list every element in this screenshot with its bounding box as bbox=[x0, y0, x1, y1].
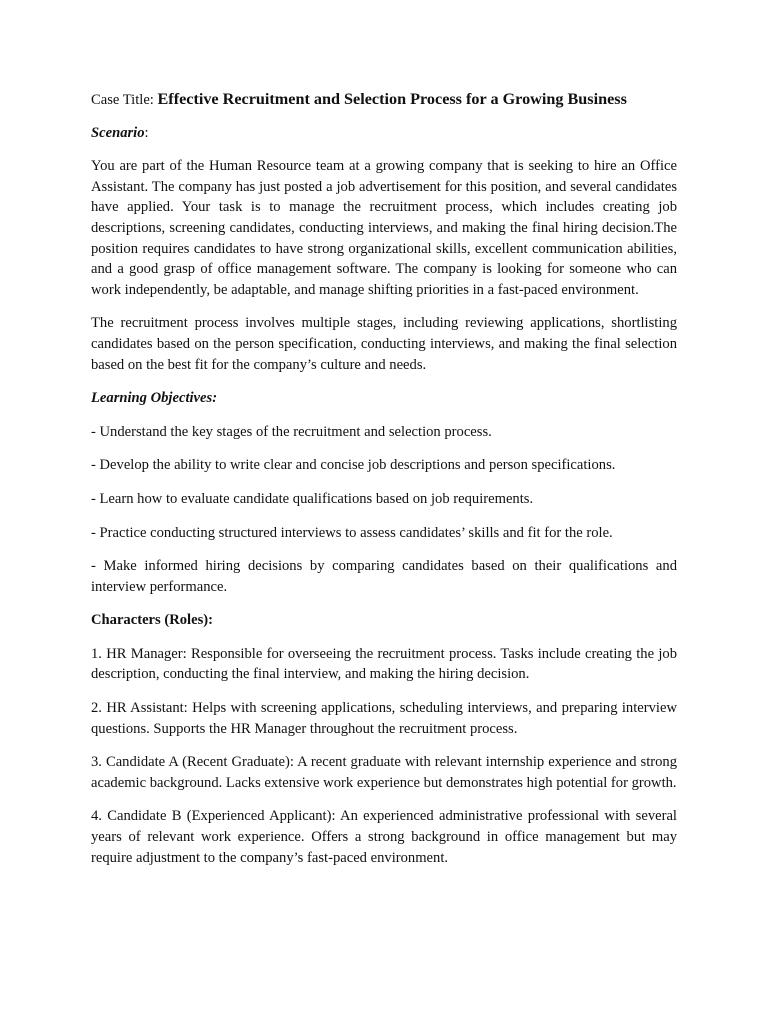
character-item-4: 4. Candidate B (Experienced Applicant): An experienced administrative professional with several years of relevant work experience. Offers a strong background in office management but may require adjustment to the company’s fast-paced environment. bbox=[91, 808, 677, 866]
objective-item-1: - Understand the key stages of the recruitment and selection process. bbox=[91, 423, 492, 440]
case-title-prefix: Case Title: bbox=[91, 92, 158, 108]
document-page bbox=[91, 89, 677, 881]
objective-item-5: - Make informed hiring decisions by comparing candidates based on their qualifications and interview performance. bbox=[91, 558, 677, 595]
scenario-heading bbox=[91, 123, 677, 144]
objective-item-3: - Learn how to evaluate candidate qualifications based on job requirements. bbox=[91, 490, 534, 507]
case-title-text: Effective Recruitment and Selection Process for a Growing Business bbox=[157, 90, 627, 108]
case-title bbox=[91, 89, 677, 111]
scenario-paragraph-2: The recruitment process involves multiple stages, including reviewing applications, shortlisting candidates based on the person specification, conducting interviews, and making the final selection based on the best fit for the company’s culture and needs. bbox=[91, 315, 677, 373]
scenario-paragraph-1: You are part of the Human Resource team at a growing company that is seeking to hire an Office Assistant. The company has just posted a job advertisement for this position, and several candidates have applied. Your task is to manage the recruitment process, which includes creating job descriptions, screening candidates, conducting interviews, and making the final hiring decision.The position requires candidates to have strong organizational skills, excellent communication abilities, and a good grasp of office management software. The company is looking for someone who can work independently, be adaptable, and manage shifting priorities in a fast-paced environment. bbox=[91, 158, 677, 298]
objective-item-2: - Develop the ability to write clear and concise job descriptions and person specifications. bbox=[91, 457, 616, 474]
character-item-1: 1. HR Manager: Responsible for overseeing the recruitment process. Tasks include creating the job description, conducting the final interview, and making the hiring decision. bbox=[91, 645, 677, 683]
characters-heading: Characters (Roles): bbox=[91, 612, 213, 629]
objective-item-4: - Practice conducting structured interviews to assess candidates’ skills and fit for the role. bbox=[91, 524, 613, 541]
scenario-heading-colon: : bbox=[144, 124, 149, 141]
scenario-heading-text: Scenario bbox=[91, 124, 145, 141]
character-item-2: 2. HR Assistant: Helps with screening applications, scheduling interviews, and preparing interview questions. Supports the HR Manager throughout the recruitment process. bbox=[91, 700, 677, 737]
objectives-heading: Learning Objectives: bbox=[91, 390, 218, 407]
character-item-3: 3. Candidate A (Recent Graduate): A recent graduate with relevant internship experience and strong academic background. Lacks extensive work experience but demonstrates high potential for growth. bbox=[91, 754, 677, 791]
